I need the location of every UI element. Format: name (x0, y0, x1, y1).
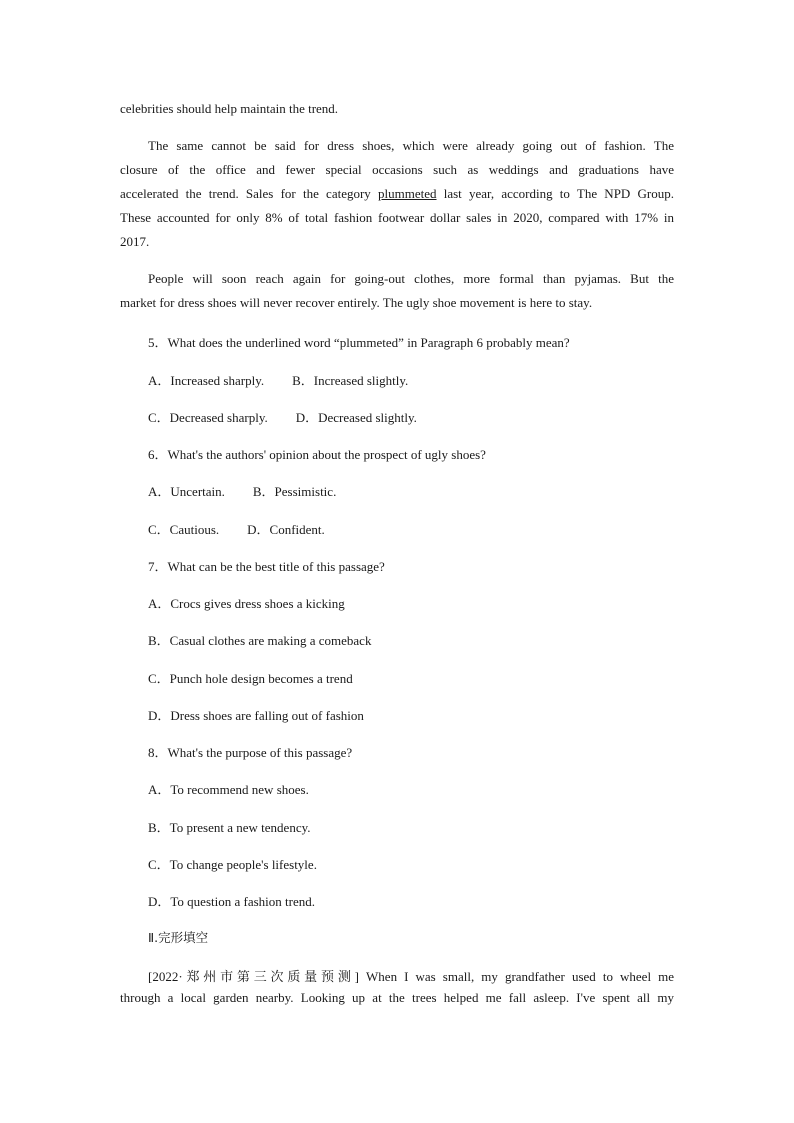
underlined-word: plummeted (378, 186, 437, 201)
option: B．Increased slightly. (292, 373, 409, 388)
option: C．Punch hole design becomes a trend (148, 671, 353, 686)
option: A．Crocs gives dress shoes a kicking (148, 596, 345, 611)
question-stem: 6．What's the authors' opinion about the prospect of ugly shoes? (148, 447, 486, 462)
question-stem: 5．What does the underlined word “plummeted” in Paragraph 6 probably mean? (148, 335, 570, 350)
option: A．To recommend new shoes. (148, 782, 309, 797)
option: D．Confident. (247, 522, 325, 537)
option-row (148, 370, 408, 389)
option: C．Cautious. (148, 522, 220, 537)
option: A．Increased sharply. (148, 373, 265, 388)
option: D．Dress shoes are falling out of fashion (148, 708, 364, 723)
option: C．Decreased sharply. (148, 410, 268, 425)
paragraph-line: accelerated the trend. Sales for the category plummeted last year, according to The NPD Group. (120, 186, 674, 201)
option: B．Pessimistic. (252, 484, 337, 499)
section-heading: Ⅱ.完形填空 (148, 930, 209, 945)
paragraph-line: The same cannot be said for dress shoes, which were already going out of fashion. The (148, 138, 674, 153)
question-stem: 8．What's the purpose of this passage? (148, 745, 353, 760)
option: D．To question a fashion trend. (148, 894, 315, 909)
option: D．Decreased slightly. (295, 410, 417, 425)
question-stem: 7．What can be the best title of this passage? (148, 559, 385, 574)
paragraph-tail: celebrities should help maintain the trend. (120, 101, 339, 116)
option-row (148, 481, 336, 500)
option: B．To present a new tendency. (148, 820, 311, 835)
paragraph-line: closure of the office and fewer special occasions such as weddings and graduations have (120, 162, 674, 177)
option-row (148, 407, 417, 426)
paragraph-line: People will soon reach again for going-out clothes, more formal than pyjamas. But the (148, 271, 674, 286)
option: B．Casual clothes are making a comeback (148, 633, 372, 648)
paragraph-line: [2022·郑州市第三次质量预测] When I was small, my grandfather used to wheel me (148, 969, 674, 984)
paragraph-line: These accounted for only 8% of total fashion footwear dollar sales in 2020, compared with 17% in (120, 210, 674, 225)
paragraph-line: 2017. (120, 234, 150, 249)
option: C．To change people's lifestyle. (148, 857, 317, 872)
option: A．Uncertain. (148, 484, 225, 499)
paragraph-line: through a local garden nearby. Looking up at the trees helped me fall asleep. I've spent all my (120, 990, 674, 1005)
paragraph-line: market for dress shoes will never recover entirely. The ugly shoe movement is here to stay. (120, 295, 593, 310)
option-row (148, 519, 325, 538)
